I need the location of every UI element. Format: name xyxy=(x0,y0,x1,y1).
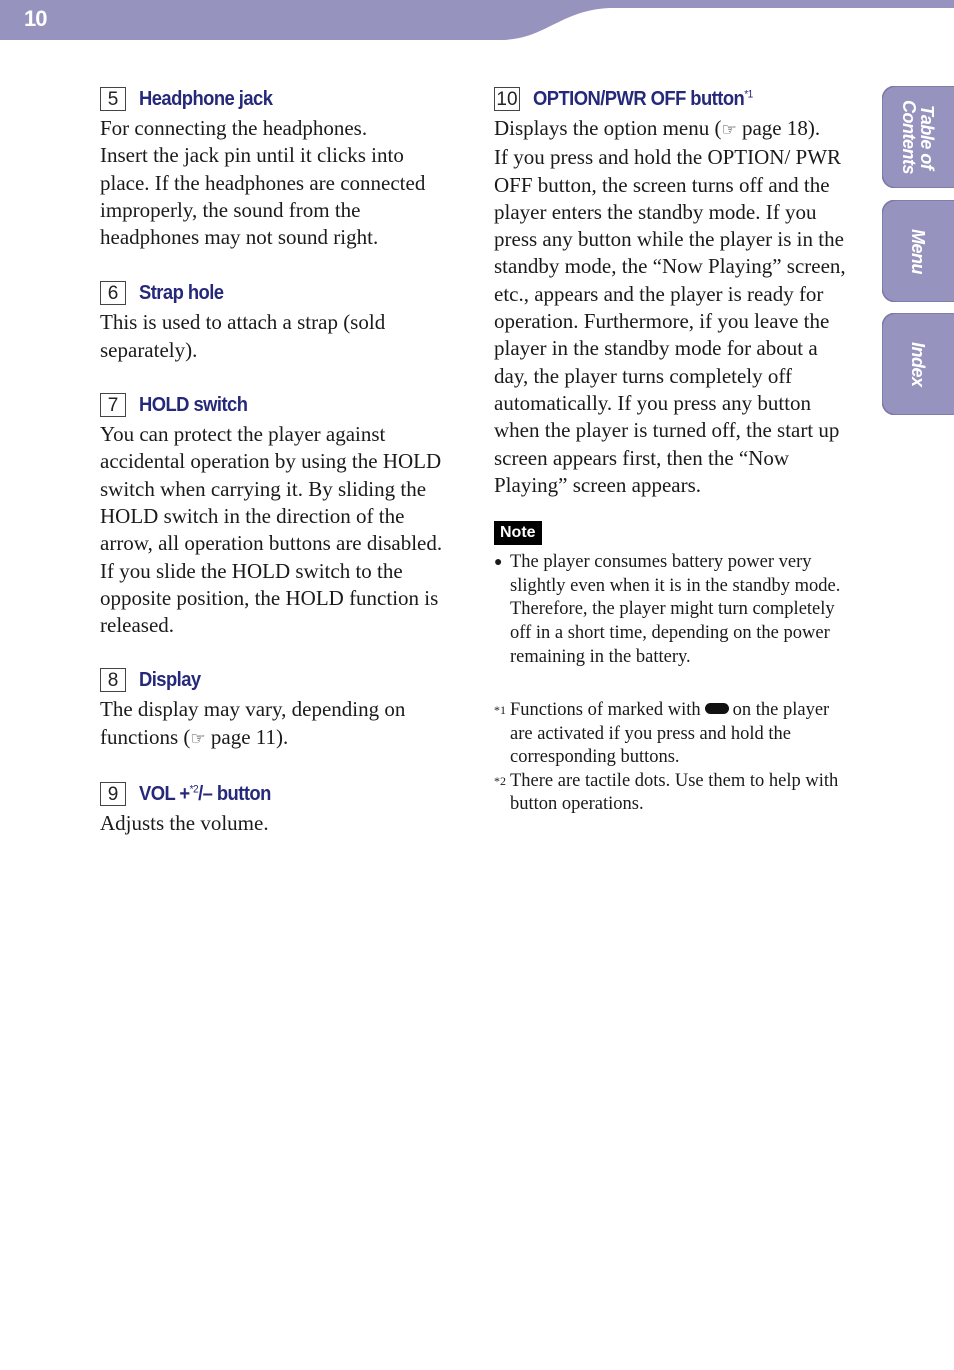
side-tab-menu[interactable] xyxy=(882,200,954,302)
page-number: 10 xyxy=(24,6,47,31)
tab-label: Index xyxy=(908,341,928,387)
section-title: Headphone jack xyxy=(139,87,273,110)
side-tab-index[interactable] xyxy=(882,313,954,415)
pointing-hand-icon: ☞ xyxy=(721,120,737,140)
right-column xyxy=(494,84,849,817)
section-heading xyxy=(494,84,849,114)
title-text: OPTION/PWR OFF button xyxy=(533,87,745,110)
section-heading xyxy=(100,84,445,114)
body-text: Adjusts the volume. xyxy=(100,811,269,836)
note-block xyxy=(494,521,849,669)
section-option-pwr-off xyxy=(494,84,849,499)
footnote-ref: *1 xyxy=(744,87,753,100)
footnote xyxy=(494,770,849,817)
tab-label: Menu xyxy=(908,228,928,274)
footnote xyxy=(494,699,849,770)
header-bar xyxy=(0,0,954,42)
section-display xyxy=(100,665,445,753)
pointing-hand-icon: ☞ xyxy=(190,728,206,749)
body-text: You can protect the player against accidental operation by using the HOLD switch when carrying it. By sliding the HOLD switch in the direction of the arrow, all operation buttons are disabled. If you slide the HOLD switch to the opposite position, the HOLD function is released. xyxy=(100,422,443,638)
body-text: This is used to attach a strap (sold separately). xyxy=(100,310,386,362)
item-number-box: 7 xyxy=(100,393,126,417)
footnote-text: on the player are activated if you press and hold the corresponding buttons. xyxy=(510,700,830,768)
item-number-box: 8 xyxy=(100,668,126,692)
footnote-ref: *2 xyxy=(189,782,199,795)
bullet-icon: ● xyxy=(494,555,503,571)
title-part: VOL + xyxy=(139,782,190,805)
item-number-box: 6 xyxy=(100,281,126,305)
body-text: For connecting the headphones. xyxy=(100,116,368,140)
section-vol-button xyxy=(100,779,445,837)
section-hold-switch xyxy=(100,390,445,639)
tab-label: Table of Contents xyxy=(899,100,937,174)
footnotes xyxy=(494,699,849,817)
note-badge: Note xyxy=(494,521,542,545)
side-tab-table-of-contents[interactable] xyxy=(882,86,954,188)
item-number-box: 10 xyxy=(494,87,520,111)
body-text xyxy=(494,115,849,144)
header-band xyxy=(0,0,954,40)
section-title xyxy=(533,88,753,111)
note-text: The player consumes battery power very slightly even when it is in the standby mode. Therefore, the player might turn completely off in a short time, depending on the power remaining in the battery. xyxy=(510,552,841,667)
footnote-text: There are tactile dots. Use them to help with button operations. xyxy=(510,770,839,815)
footnote-mark: *1 xyxy=(494,703,506,718)
item-number-box: 5 xyxy=(100,87,126,111)
section-heading xyxy=(100,665,445,695)
note-item xyxy=(494,551,849,669)
body-text: Insert the jack pin until it clicks into place. If the headphones are connected improperly, the sound from the headphones may not sound right. xyxy=(100,143,426,250)
page-ref-link[interactable]: page 11). xyxy=(205,724,289,749)
page-ref-link[interactable]: page 18). xyxy=(736,116,821,140)
footnote-text: Functions of marked with xyxy=(510,700,701,721)
section-title: Display xyxy=(139,668,201,691)
text-before-ref: The display may vary, depending on functions ( xyxy=(100,697,406,749)
text-before-ref: Displays the option menu ( xyxy=(494,116,722,140)
section-heading xyxy=(100,278,445,308)
item-number-box: 9 xyxy=(100,782,126,806)
section-heading xyxy=(100,390,445,420)
section-strap-hole xyxy=(100,278,445,364)
left-column xyxy=(100,84,445,861)
section-heading xyxy=(100,779,445,809)
section-title: HOLD switch xyxy=(139,393,248,416)
body-text: If you press and hold the OPTION/ PWR OFF button, the screen turns off and the player enters the standby mode. If you press any button while the player is in the standby mode, the “Now Playing” screen, etc., appears and the player is ready for operation. Furthermore, if you leave the player in the standby mode for about a day, the player turns completely off automatically. If you press any button when the player is turned off, the start up screen appears first, then the “Now Playing” screen appears. xyxy=(494,145,846,497)
section-title: Strap hole xyxy=(139,281,224,304)
body-text xyxy=(100,696,445,753)
section-title xyxy=(139,783,271,806)
footnote-mark: *2 xyxy=(494,773,506,788)
section-headphone-jack xyxy=(100,84,445,251)
title-part: /– button xyxy=(198,782,271,805)
pill-dot-icon xyxy=(705,703,729,714)
